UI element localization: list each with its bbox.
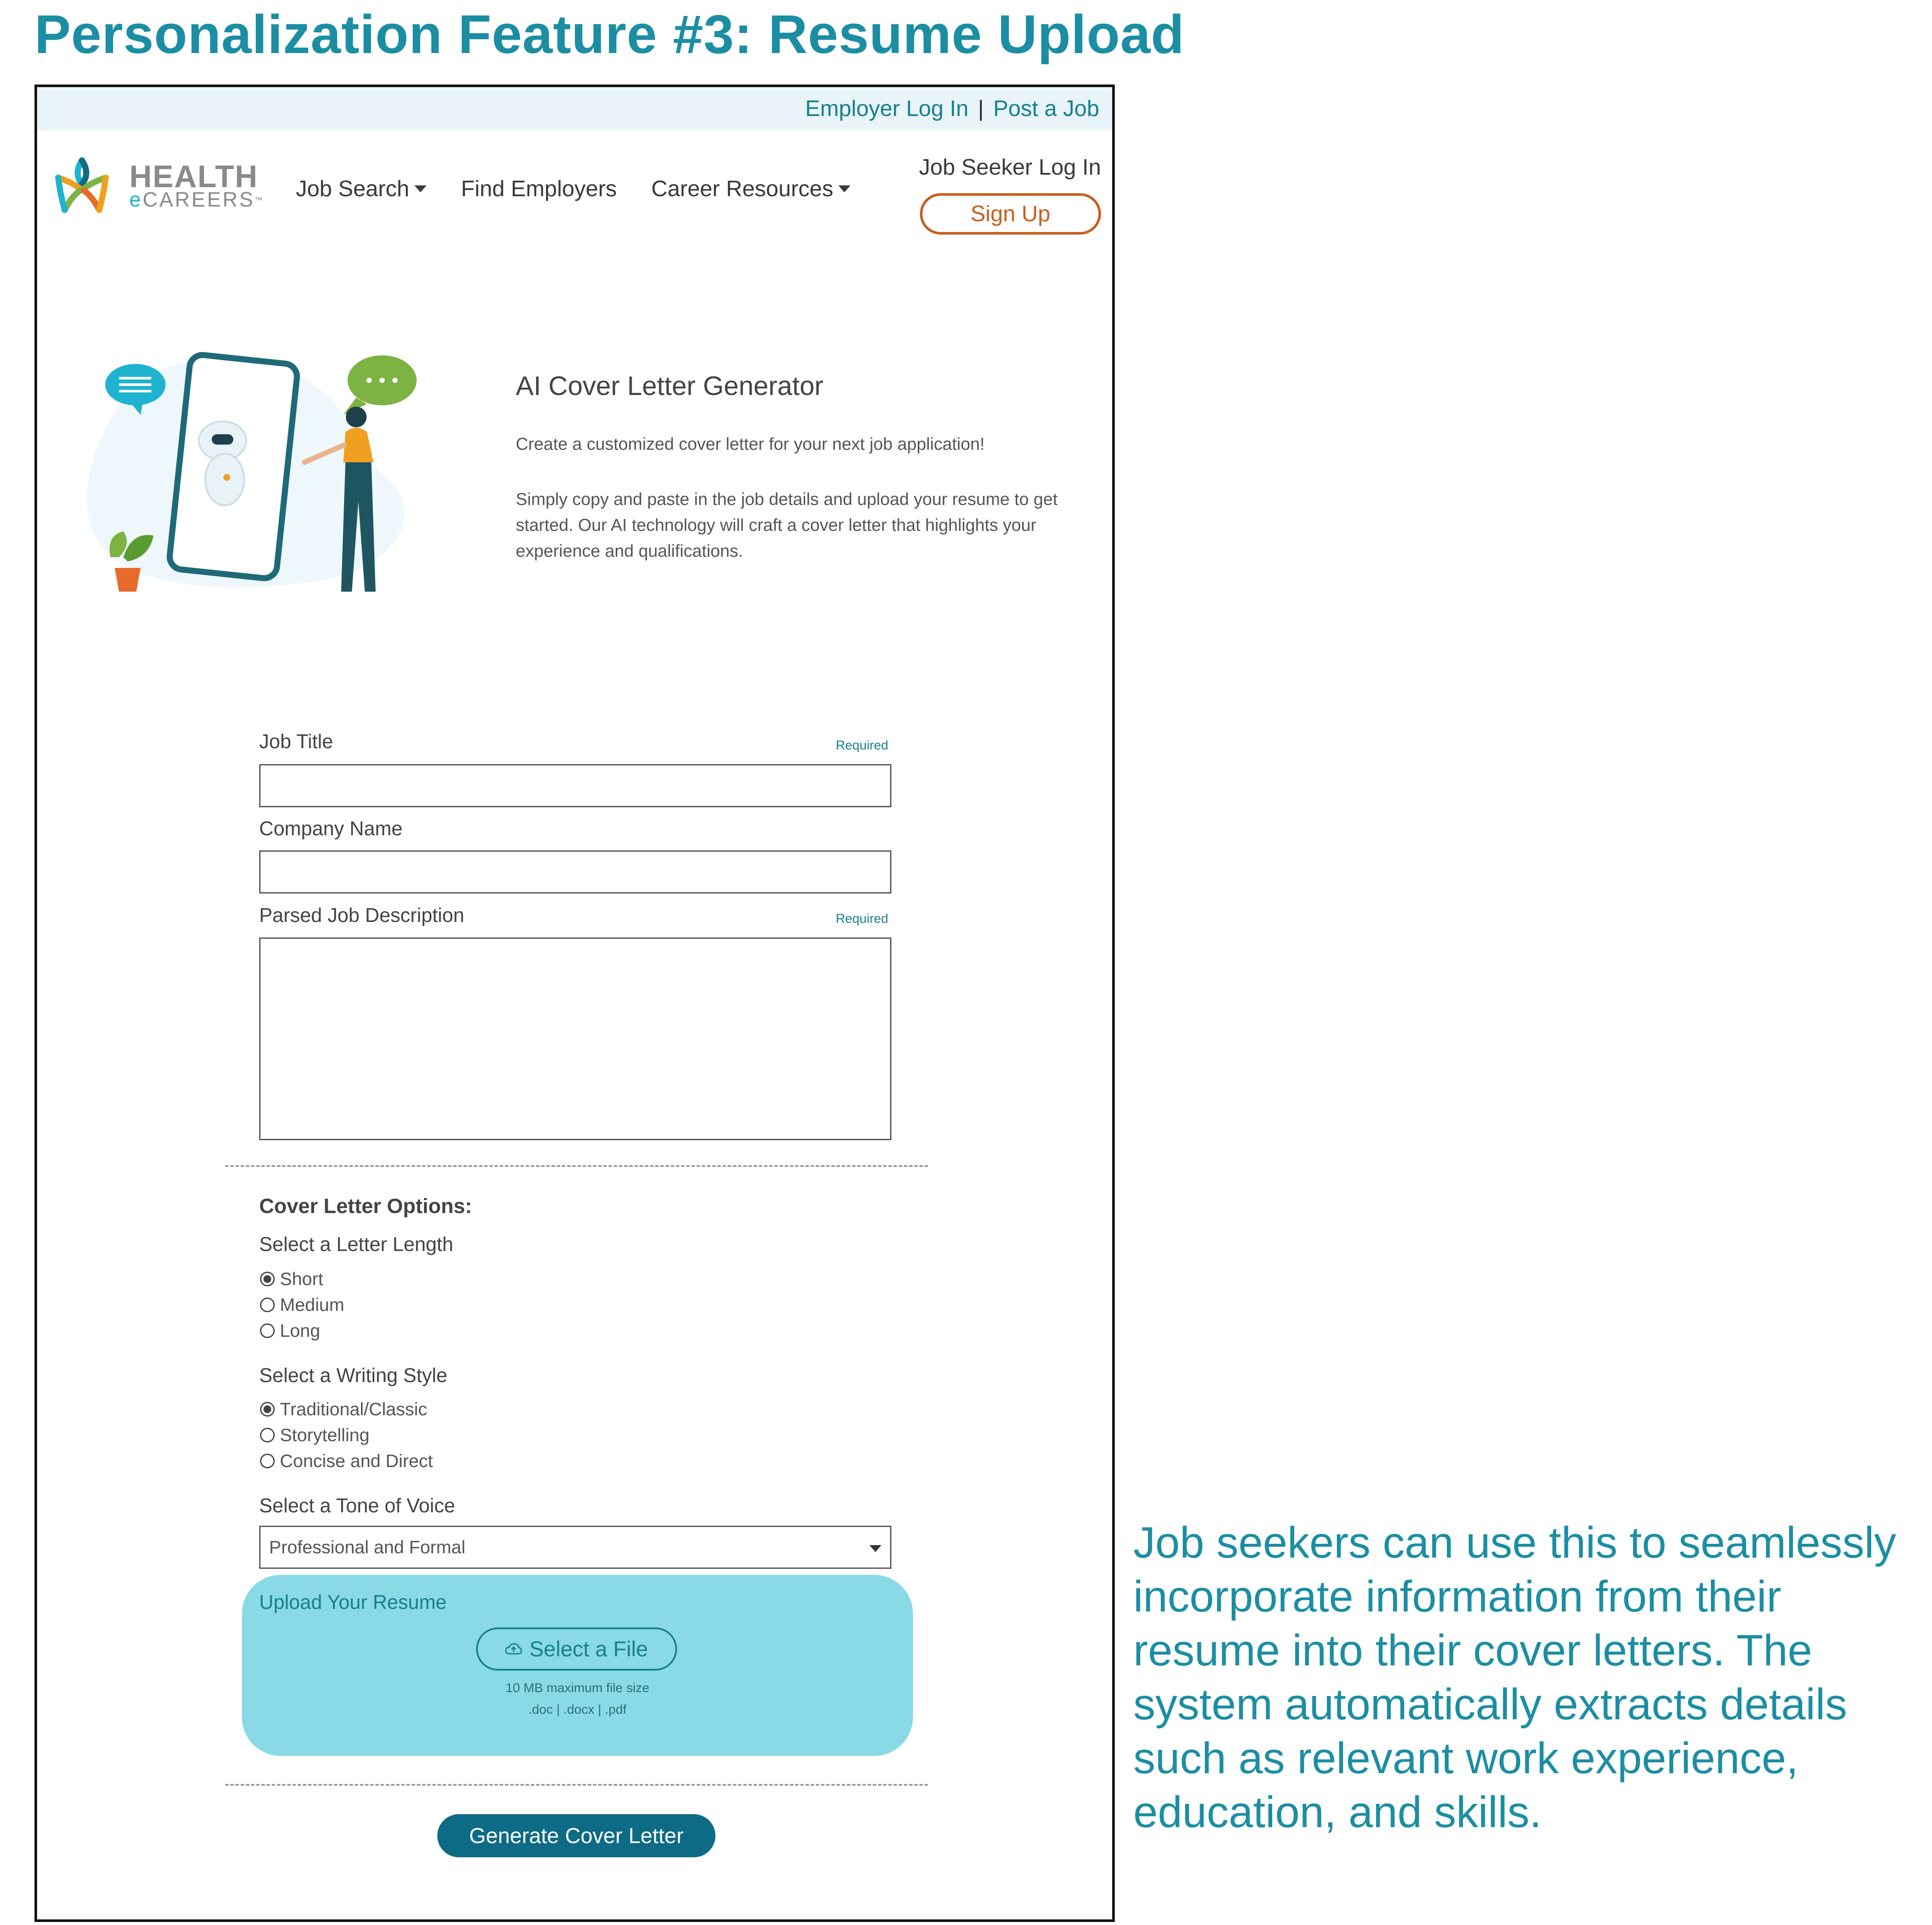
- hero-description-text: Simply copy and paste in the job details and upload your resume to get started. Our AI technology will craft a cover letter that highlights your experience and qualifications.: [516, 490, 1058, 561]
- job-seeker-login-link[interactable]: Job Seeker Log In: [919, 155, 1101, 180]
- radio-length-long[interactable]: [260, 1320, 320, 1341]
- radio-style-concise-label: Concise and Direct: [280, 1451, 433, 1471]
- radio-unchecked-icon: [260, 1323, 275, 1338]
- radio-length-medium[interactable]: [260, 1295, 344, 1315]
- nav-career-resources[interactable]: [651, 176, 850, 202]
- radio-length-short-label: Short: [280, 1269, 323, 1289]
- upload-resume-panel: [242, 1575, 913, 1756]
- radio-unchecked-icon: [260, 1454, 275, 1468]
- generate-cover-letter-button[interactable]: Generate Cover Letter: [437, 1814, 715, 1857]
- logo-wordmark-ecareers: eCAREERS™: [129, 188, 264, 211]
- max-file-size-note: 10 MB maximum file size: [505, 1681, 649, 1695]
- nav-job-search-label: Job Search: [296, 176, 410, 201]
- health-ecareers-logo[interactable]: [47, 152, 264, 221]
- chevron-down-icon: [414, 185, 427, 192]
- letter-length-label: Select a Letter Length: [259, 1233, 454, 1255]
- job-description-textarea[interactable]: [259, 937, 891, 1140]
- writing-style-label: Select a Writing Style: [259, 1364, 448, 1386]
- chevron-down-icon: [838, 185, 850, 192]
- feature-description: Job seekers can use this to seamlessly incorporate information from their resume into their cover letters. The system automatically extracts details such as relevant work experience, education, and skills.: [1133, 1518, 1896, 1837]
- employer-login-link[interactable]: Employer Log In: [805, 96, 969, 121]
- radio-checked-icon: [260, 1402, 275, 1417]
- nav-find-employers-label: Find Employers: [461, 176, 617, 201]
- section-divider: [225, 1165, 928, 1167]
- job-description-label: Parsed Job Description: [259, 904, 464, 926]
- hero-intro-text: Create a customized cover letter for your next job application!: [516, 435, 985, 454]
- radio-unchecked-icon: [260, 1298, 275, 1312]
- cloud-upload-icon: [505, 1643, 522, 1655]
- nav-career-resources-label: Career Resources: [651, 176, 834, 201]
- radio-style-storytelling-label: Storytelling: [280, 1425, 370, 1445]
- tone-of-voice-value: Professional and Formal: [269, 1537, 466, 1557]
- radio-checked-icon: [260, 1272, 275, 1286]
- select-file-label: Select a File: [529, 1637, 648, 1661]
- top-utility-bar: [37, 87, 1112, 130]
- sign-up-button[interactable]: Sign Up: [920, 193, 1101, 235]
- select-file-button[interactable]: [476, 1627, 677, 1671]
- radio-style-concise[interactable]: [260, 1451, 433, 1471]
- radio-style-storytelling[interactable]: [260, 1425, 370, 1445]
- radio-length-medium-label: Medium: [280, 1295, 345, 1315]
- radio-length-short[interactable]: [260, 1269, 323, 1289]
- browser-frame: [34, 85, 1115, 1922]
- job-title-required-label: Required: [836, 738, 888, 752]
- job-title-input[interactable]: [259, 764, 891, 807]
- radio-style-traditional-label: Traditional/Classic: [280, 1399, 427, 1419]
- nav-job-search[interactable]: [296, 176, 427, 202]
- cover-letter-options-heading: Cover Letter Options:: [259, 1195, 472, 1218]
- logo-wordmark-health: HEALTH: [129, 160, 258, 194]
- main-nav: [296, 176, 850, 202]
- company-name-label: Company Name: [259, 817, 403, 840]
- upload-resume-label: Upload Your Resume: [259, 1591, 447, 1613]
- topbar-separator: |: [978, 96, 984, 121]
- job-description-required-label: Required: [836, 912, 888, 926]
- hero-title: AI Cover Letter Generator: [516, 371, 824, 401]
- post-job-link[interactable]: Post a Job: [993, 96, 1099, 121]
- logo-mark-icon: [47, 152, 116, 221]
- section-divider: [225, 1784, 928, 1786]
- tone-of-voice-select[interactable]: [259, 1526, 891, 1569]
- allowed-formats-note: .doc | .docx | .pdf: [528, 1702, 627, 1717]
- nav-find-employers[interactable]: [461, 176, 617, 202]
- hero-illustration: [80, 333, 477, 609]
- radio-unchecked-icon: [260, 1428, 275, 1442]
- tone-of-voice-label: Select a Tone of Voice: [259, 1494, 455, 1517]
- dropdown-caret-icon: [869, 1545, 881, 1552]
- radio-style-traditional[interactable]: [260, 1399, 427, 1420]
- radio-length-long-label: Long: [280, 1320, 320, 1341]
- slide-title: Personalization Feature #3: Resume Upload: [34, 4, 1185, 65]
- company-name-input[interactable]: [259, 850, 891, 894]
- job-title-label: Job Title: [259, 730, 333, 752]
